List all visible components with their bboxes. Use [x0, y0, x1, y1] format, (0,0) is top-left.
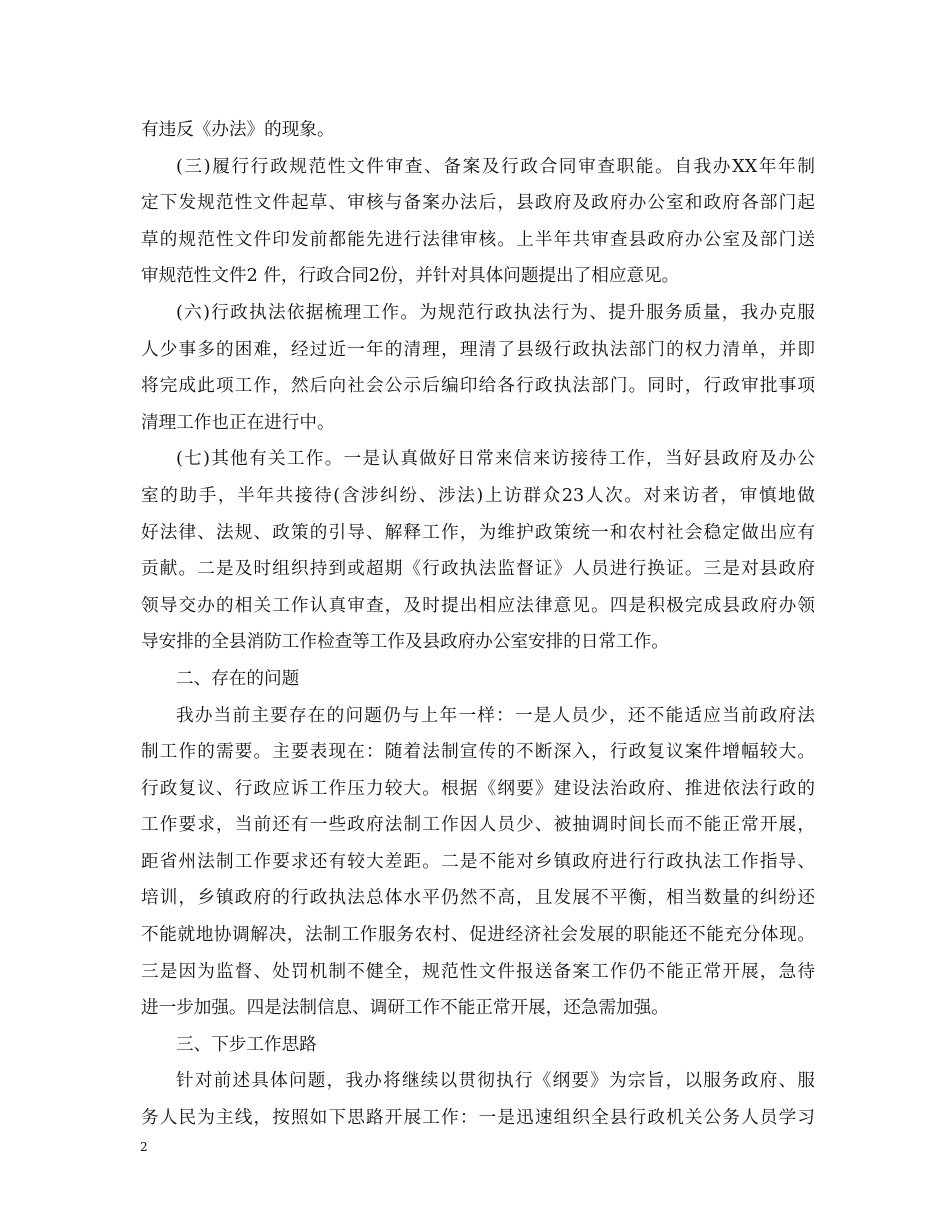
text-line: 将完成此项工作，然后向社会公示后编印给各行政执法部门。同时，行政审批事项 — [141, 376, 815, 397]
text-line: 导安排的全县消防工作检查等工作及县政府办公室安排的日常工作。 — [141, 632, 669, 653]
text-line: 有违反《办法》的现象。 — [141, 120, 335, 140]
text-line: 三是因为监督、处罚机制不健全，规范性文件报送备案工作仍不能正常开展，急待 — [141, 961, 815, 982]
text-line: 好法律、法规、政策的引导、解释工作，为维护政策统一和农村社会稳定做出应有 — [141, 522, 815, 543]
text-line: (三)履行行政规范性文件审查、备案及行政合同审查职能。自我办XX年年制 — [176, 156, 815, 177]
text-line: 务人民为主线，按照如下思路开展工作：一是迅速组织全县行政机关公务人员学习 — [141, 1108, 815, 1129]
text-line: 贡献。二是及时组织持到或超期《行政执法监督证》人员进行换证。三是对县政府 — [141, 559, 815, 580]
text-line: 制工作的需要。主要表现在：随着法制宣传的不断深入，行政复议案件增幅较大。 — [141, 742, 815, 763]
text-line: 室的助手，半年共接待(含涉纠纷、涉法)上访群众23人次。对来访者，审慎地做 — [141, 485, 815, 506]
text-line: 人少事多的困难，经过近一年的清理，理清了县级行政执法部门的权力清单，并即 — [141, 339, 815, 360]
text-line: (七)其他有关工作。一是认真做好日常来信来访接待工作，当好县政府及办公 — [176, 449, 815, 470]
text-line: 草的规范性文件印发前都能先进行法律审核。上半年共审查县政府办公室及部门送 — [141, 229, 815, 250]
text-line: 培训，乡镇政府的行政执法总体水平仍然不高，且发展不平衡，相当数量的纠纷还 — [141, 888, 815, 909]
page-number: 2 — [140, 1140, 148, 1154]
text-line: 审规范性文件2 件，行政合同2份，并针对具体问题提出了相应意见。 — [141, 266, 680, 287]
text-line: 距省州法制工作要求还有较大差距。二是不能对乡镇政府进行行政执法工作指导、 — [141, 851, 815, 872]
text-line: 二、存在的问题 — [176, 668, 300, 689]
text-line: 针对前述具体问题，我办将继续以贯彻执行《纲要》为宗旨，以服务政府、服 — [176, 1071, 815, 1092]
text-line: 我办当前主要存在的问题仍与上年一样：一是人员少，还不能适应当前政府法 — [176, 705, 815, 726]
text-line: 定下发规范性文件起草、审核与备案办法后，县政府及政府办公室和政府各部门起 — [141, 193, 815, 214]
text-line: 行政复议、行政应诉工作压力较大。根据《纲要》建设法治政府、推进依法行政的 — [141, 778, 815, 799]
text-line: (六)行政执法依据梳理工作。为规范行政执法行为、提升服务质量，我办克服 — [176, 302, 815, 323]
text-line: 进一步加强。四是法制信息、调研工作不能正常开展，还急需加强。 — [141, 998, 669, 1019]
text-line: 工作要求，当前还有一些政府法制工作因人员少、被抽调时间长而不能正常开展， — [141, 815, 815, 836]
text-line: 不能就地协调解决，法制工作服务农村、促进经济社会发展的职能还不能充分体现。 — [141, 925, 815, 946]
text-line: 清理工作也正在进行中。 — [141, 412, 335, 433]
document-body — [141, 112, 815, 1137]
text-line: 领导交办的相关工作认真审查，及时提出相应法律意见。四是积极完成县政府办领 — [141, 595, 815, 616]
text-line: 三、下步工作思路 — [176, 1034, 317, 1055]
